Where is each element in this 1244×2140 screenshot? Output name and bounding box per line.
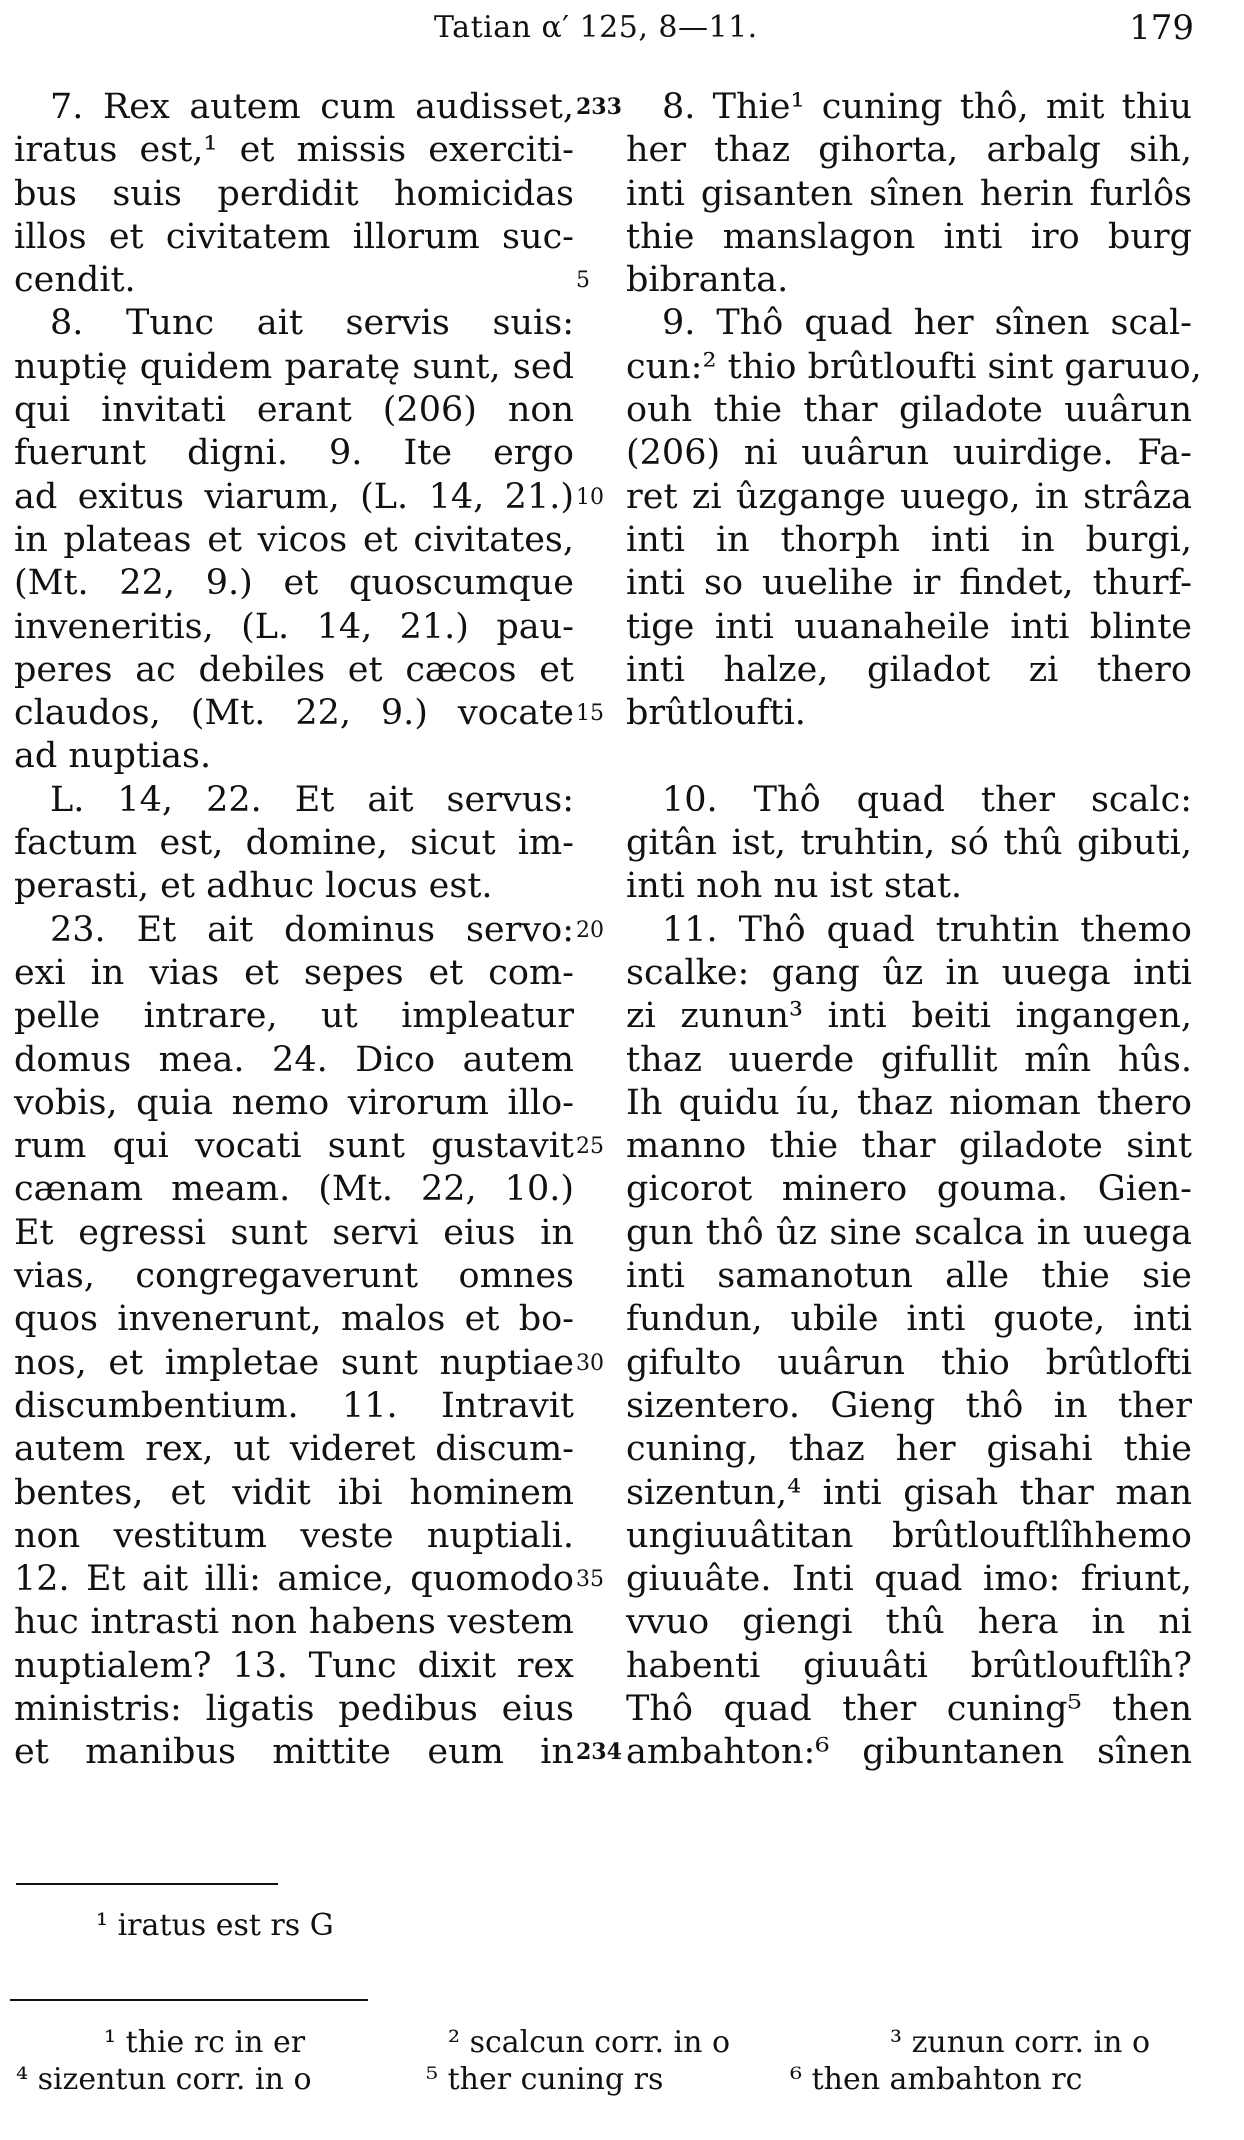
latin-text-line: vobis, quia nemo virorum illo- (14, 1082, 574, 1123)
latin-text-line: 8. Tunc ait servis suis: (50, 303, 574, 344)
german-text-line: gicorot minero gouma. Gien- (626, 1169, 1192, 1210)
footnote-latin: ¹ iratus est rs G (96, 1908, 334, 1943)
german-text-line: sizentero. Gieng thô in ther (626, 1385, 1192, 1426)
latin-text-line: non vestitum veste nuptiali. (14, 1515, 574, 1556)
german-text-line: thie manslagon inti iro burg (626, 216, 1192, 257)
latin-text-line: factum est, domine, sicut im- (14, 823, 574, 864)
german-text-line: scalke: gang ûz in uuega inti (626, 952, 1192, 993)
german-text-line: tige inti uuanaheile inti blinte (626, 606, 1192, 647)
footnote-row-2 (0, 2062, 1244, 2098)
latin-text-line: 7. Rex autem cum audisset, (50, 87, 574, 127)
latin-text-line: rum qui vocati sunt gustavit (14, 1126, 574, 1167)
latin-text-line: bentes, et vidit ibi hominem (14, 1472, 574, 1513)
latin-text-line: et manibus mittite eum in (14, 1732, 574, 1773)
german-text-line: manno thie thar giladote sint (626, 1126, 1192, 1167)
german-text-line: inti in thorph inti in burgi, (626, 519, 1192, 560)
latin-text-line: illos et civitatem illorum suc- (14, 216, 574, 257)
latin-text-line: inveneritis, (L. 14, 21.) pau- (14, 606, 574, 647)
german-text-line: 9. Thô quad her sînen scal- (662, 303, 1192, 344)
latin-text-line: qui invitati erant (206) non (14, 390, 574, 431)
latin-text-line: pelle intrare, ut impleatur (14, 996, 574, 1037)
german-text-line: sizentun,⁴ inti gisah thar man (626, 1472, 1192, 1513)
german-text-line: habenti giuuâti brûtlouftlîh? (626, 1645, 1192, 1686)
german-text-line: gun thô ûz sine scalca in uuega (626, 1212, 1192, 1253)
footnote-german-1: ¹ thie rc in er (104, 2025, 306, 2060)
latin-text-line: domus mea. 24. Dico autem (14, 1039, 574, 1080)
line-number-mark: 233 (576, 94, 622, 120)
old-high-german-column (626, 86, 1202, 1775)
latin-text-line: iratus est,¹ et missis exerciti- (14, 130, 574, 171)
german-text-line: thaz uuerde gifullit mîn hûs. (626, 1039, 1192, 1080)
footnote-german-6: ⁶ then ambahton rc (790, 2062, 1083, 2097)
footnote-german-4: ⁴ sizentun corr. in o (16, 2062, 312, 2097)
footnote-rule-latin (16, 1883, 278, 1885)
german-text-line: gitân ist, truhtin, só thû gibuti, (626, 823, 1192, 864)
german-text-line: fundun, ubile inti guote, inti (626, 1299, 1192, 1340)
german-text-line: ungiuuâtitan brûtlouftlîhhemo (626, 1515, 1192, 1556)
german-text-line: inti noh nu ist stat. (626, 866, 963, 907)
footnote-german-5: ⁵ ther cuning rs (426, 2062, 664, 2097)
german-text-line: (206) ni uuârun uuirdige. Fa- (626, 433, 1192, 474)
german-text-line: inti halze, giladot zi thero (626, 649, 1192, 690)
line-number-mark: 15 (576, 701, 604, 727)
german-text-line: 11. Thô quad truhtin themo (662, 909, 1192, 950)
latin-text-line: perasti, et adhuc locus est. (14, 866, 493, 907)
latin-text-line: in plateas et vicos et civitates, (14, 519, 574, 560)
latin-text-line: vias, congregaverunt omnes (14, 1256, 574, 1297)
latin-text-line: exi in vias et sepes et com- (14, 952, 574, 993)
latin-text-line: nuptialem? 13. Tunc dixit rex (14, 1645, 574, 1686)
german-text-line: brûtloufti. (626, 693, 806, 734)
running-head-title: Tatian α′ 125, 8—11. (434, 10, 758, 45)
latin-text-line: huc intrasti non habens vestem (14, 1602, 574, 1643)
latin-text-line: cænam meam. (Mt. 22, 10.) (14, 1169, 574, 1210)
german-text-line: ret zi ûzgange uuego, in strâza (626, 476, 1192, 517)
line-number-mark: 30 (576, 1350, 604, 1376)
german-text-line: inti samanotun alle thie sie (626, 1256, 1192, 1297)
page-number: 179 (1129, 8, 1194, 48)
latin-text-line: (Mt. 22, 9.) et quoscumque (14, 563, 574, 604)
german-text-line: zi zunun³ inti beiti ingangen, (626, 996, 1192, 1037)
german-text-line: cuning, thaz her gisahi thie (626, 1429, 1192, 1470)
german-text-line: ouh thie thar giladote uuârun (626, 390, 1192, 431)
german-text-line: Ih quidu íu, thaz nioman thero (626, 1082, 1192, 1123)
latin-text-line: Et egressi sunt servi eius in (14, 1212, 574, 1253)
blank-line (626, 735, 1192, 778)
latin-text-line: claudos, (Mt. 22, 9.) vocate (14, 693, 574, 734)
latin-text-line: 12. Et ait illi: amice, quomodo (14, 1559, 574, 1600)
footnote-rule-german (10, 1999, 368, 2001)
german-text-line: giuuâte. Inti quad imo: friunt, (626, 1559, 1192, 1600)
latin-text-line: nuptię quidem paratę sunt, sed (14, 346, 574, 387)
latin-text-line: ad exitus viarum, (L. 14, 21.) (14, 476, 574, 517)
latin-text-line: discumbentium. 11. Intravit (14, 1385, 574, 1426)
line-number-mark: 10 (576, 484, 604, 510)
latin-text-line: peres ac debiles et cæcos et (14, 649, 574, 690)
german-text-line: 8. Thie¹ cuning thô, mit thiu (662, 87, 1192, 127)
line-number-mark: 234 (576, 1739, 622, 1766)
footnote-german-2: ² scalcun corr. in o (448, 2025, 731, 2060)
line-number-mark: 5 (576, 268, 590, 294)
line-number-mark: 20 (576, 917, 604, 943)
german-text-line: ambahton:⁶ gibuntanen sînen (626, 1732, 1192, 1773)
latin-text-line: ministris: ligatis pedibus eius (14, 1688, 574, 1729)
latin-text-line: L. 14, 22. Et ait servus: (50, 779, 574, 820)
german-text-line: her thaz gihorta, arbalg sih, (626, 130, 1192, 171)
running-header (0, 4, 1244, 56)
latin-text-line: bus suis perdidit homicidas (14, 173, 574, 214)
footnote-german-3: ³ zunun corr. in o (890, 2025, 1151, 2060)
german-text-line: vvuo giengi thû hera in ni (626, 1602, 1192, 1643)
german-text-line: gifulto uuârun thio brûtlofti (626, 1342, 1192, 1383)
latin-text-line: 23. Et ait dominus servo: (50, 909, 574, 950)
latin-text-line: cendit. (14, 260, 136, 301)
latin-text-line: nos, et impletae sunt nuptiae (14, 1342, 574, 1383)
line-number-mark: 35 (576, 1567, 604, 1593)
german-text-line: bibranta. (626, 260, 789, 301)
line-number-mark: 25 (576, 1134, 604, 1160)
latin-text-line: fuerunt digni. 9. Ite ergo (14, 433, 574, 474)
german-text-line: Thô quad ther cuning⁵ then (626, 1688, 1192, 1729)
latin-text-line: quos invenerunt, malos et bo- (14, 1299, 574, 1340)
german-text-line: 10. Thô quad ther scalc: (662, 779, 1192, 820)
latin-column (14, 86, 574, 1775)
german-text-line: inti gisanten sînen herin furlôs (626, 173, 1192, 214)
latin-text-line: autem rex, ut videret discum- (14, 1429, 574, 1470)
german-text-line: inti so uuelihe ir findet, thurf- (626, 563, 1192, 604)
footnote-row-1 (0, 2025, 1244, 2061)
german-text-line: cun:² thio brûtloufti sint garuuo, (626, 346, 1202, 387)
latin-text-line: ad nuptias. (14, 736, 212, 777)
